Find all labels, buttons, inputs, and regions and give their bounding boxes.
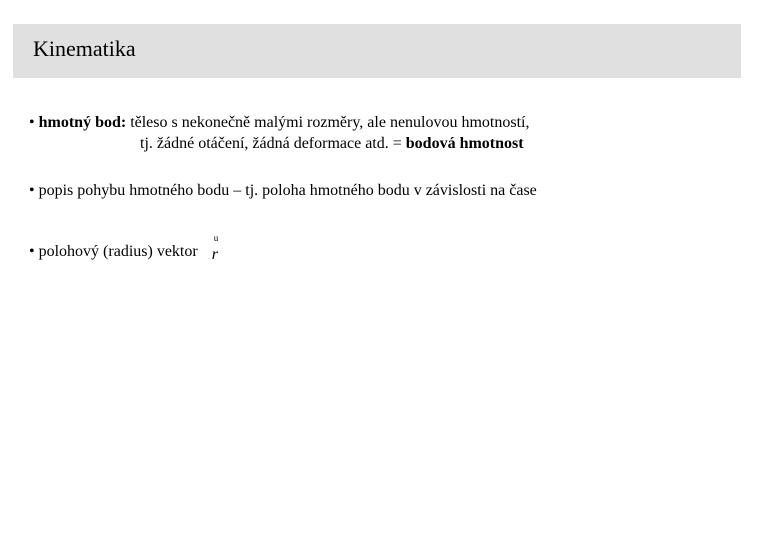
vector-arrow-icon: u [213,233,219,243]
term-hmotny-bod: hmotný bod: [38,114,127,131]
radius-vector-symbol [211,233,222,265]
bullet: • [29,243,35,260]
list-item-popis-pohybu [29,181,537,201]
bullet: • [29,182,35,199]
continuation-text: tj. žádné otáčení, žádná deformace atd. = [140,135,406,152]
polohovy-text: polohový (radius) vektor [38,243,198,260]
emphasis-bodova-hmotnost: bodová hmotnost [405,135,524,152]
definition-text: těleso s nekonečně malými rozměry, ale nenulovou hmotností, [130,114,530,131]
slide-title: Kinematika [33,36,136,61]
slide-title-bar [13,24,741,78]
bullet: • [29,114,35,131]
list-item-continuation [140,134,524,154]
list-item-hmotny-bod [29,113,530,133]
list-item-polohovy-vektor [29,233,222,263]
vector-letter: r [211,246,218,263]
popis-text: popis pohybu hmotného bodu – tj. poloha hmotného bodu v závislosti na čase [38,182,537,199]
